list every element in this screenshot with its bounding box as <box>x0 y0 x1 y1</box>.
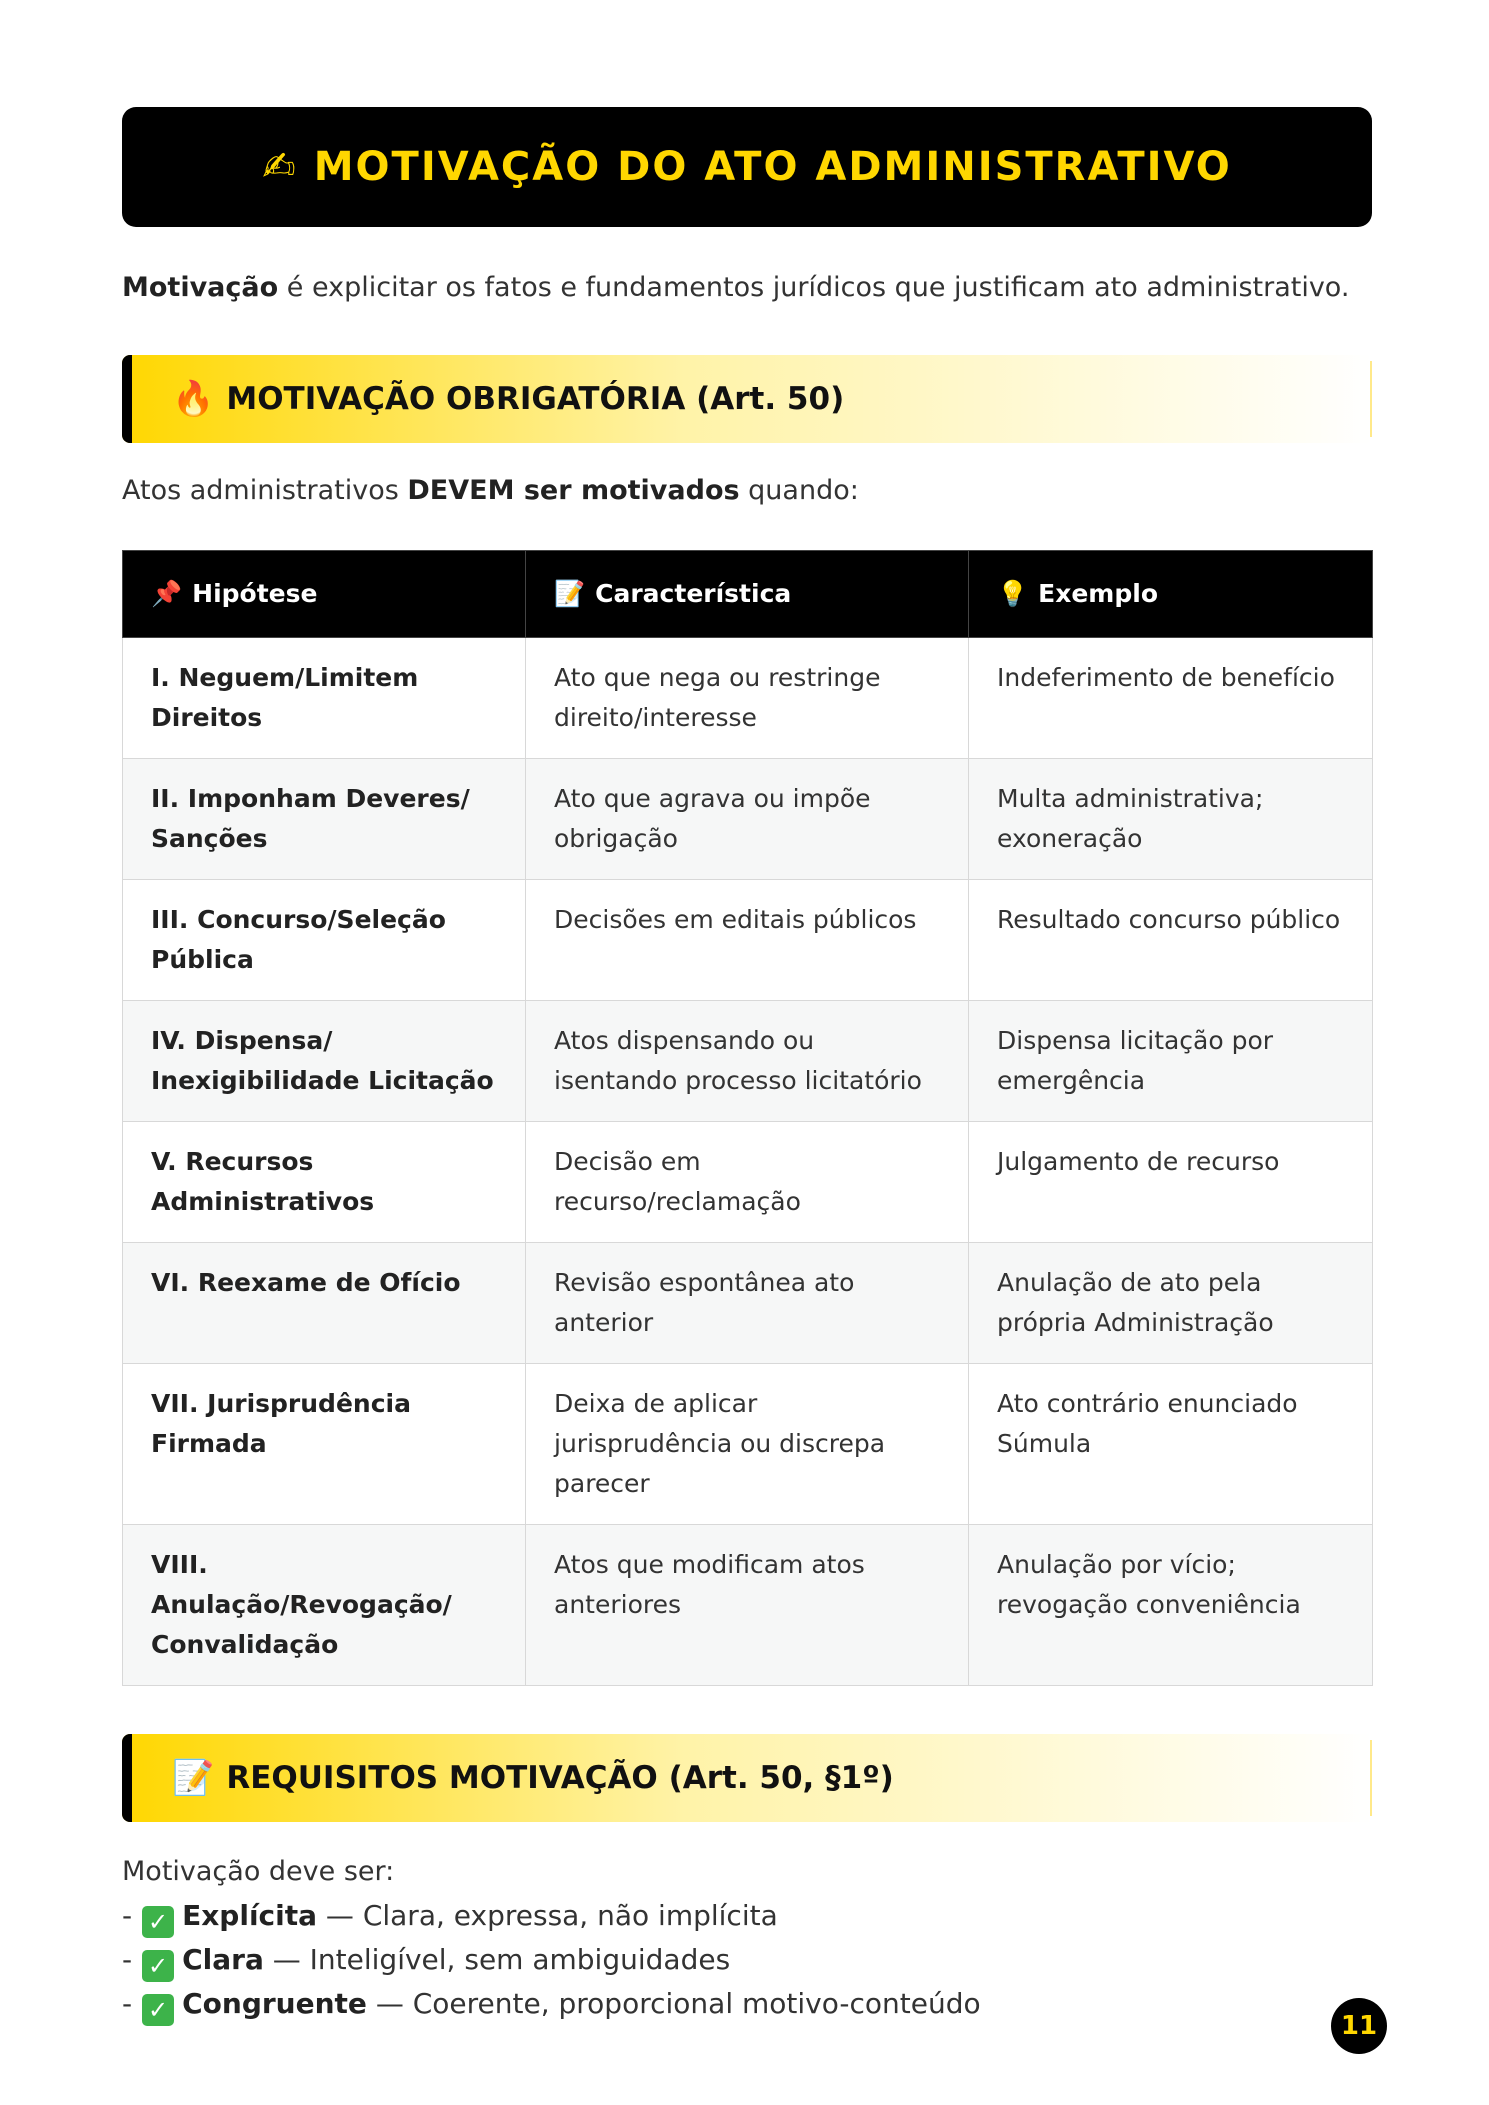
cell-caracteristica: Atos dispensando ou isentando processo licitatório <box>526 1000 969 1121</box>
intro-paragraph <box>122 269 1372 307</box>
cell-exemplo: Indeferimento de benefício <box>969 637 1373 758</box>
requirement-term: Explícita <box>182 1898 318 1932</box>
column-header-caracteristica <box>526 550 969 637</box>
cell-caracteristica: Decisões em editais públicos <box>526 879 969 1000</box>
memo-icon: 📝 <box>172 1757 215 1798</box>
cell-caracteristica: Ato que agrava ou impõe obrigação <box>526 758 969 879</box>
bullet-dash: - <box>122 1942 133 1976</box>
cell-hipotese: VIII. Anulação/Revogação/ Convalidação <box>123 1524 526 1685</box>
section-title-obrigatoria: MOTIVAÇÃO OBRIGATÓRIA (Art. 50) <box>226 380 845 417</box>
bullet-dash: - <box>122 1986 133 2020</box>
pushpin-icon: 📌 <box>151 578 183 608</box>
table-row <box>123 1121 1373 1242</box>
requirement-desc: — Clara, expressa, não implícita <box>317 1898 778 1932</box>
cell-caracteristica: Revisão espontânea ato anterior <box>526 1242 969 1363</box>
requirements-list <box>122 1850 1372 2026</box>
requirement-desc: — Inteligível, sem ambiguidades <box>263 1942 731 1976</box>
column-header-exemplo <box>969 550 1373 637</box>
table-header-row <box>123 550 1373 637</box>
cell-exemplo: Julgamento de recurso <box>969 1121 1373 1242</box>
requirements-intro: Motivação deve ser: <box>122 1855 395 1887</box>
cell-hipotese: IV. Dispensa/ Inexigibilidade Licitação <box>123 1000 526 1121</box>
cell-exemplo: Anulação de ato pela própria Administração <box>969 1242 1373 1363</box>
light-bulb-icon: 💡 <box>997 578 1029 608</box>
column-header-label: Hipótese <box>192 578 318 608</box>
intro-text: é explicitar os fatos e fundamentos jurídicos que justificam ato administrativo. <box>278 272 1350 303</box>
requirement-term: Congruente <box>182 1986 367 2020</box>
cell-hipotese: I. Neguem/Limitem Direitos <box>123 637 526 758</box>
cell-caracteristica: Decisão em recurso/reclamação <box>526 1121 969 1242</box>
table-row <box>123 1242 1373 1363</box>
list-item <box>122 1938 1372 1982</box>
writing-hand-icon: ✍ <box>262 144 296 190</box>
section-lead <box>122 475 1372 506</box>
cell-caracteristica: Ato que nega ou restringe direito/interesse <box>526 637 969 758</box>
column-header-hipotese <box>123 550 526 637</box>
title-banner <box>122 107 1372 227</box>
check-mark-icon: ✓ <box>142 1994 174 2026</box>
table-row <box>123 637 1373 758</box>
cell-hipotese: II. Imponham Deveres/ Sanções <box>123 758 526 879</box>
cell-hipotese: VII. Jurisprudência Firmada <box>123 1363 526 1524</box>
list-item <box>122 1894 1372 1938</box>
check-mark-icon: ✓ <box>142 1950 174 1982</box>
cell-exemplo: Multa administrativa; exoneração <box>969 758 1373 879</box>
cell-hipotese: III. Concurso/Seleção Pública <box>123 879 526 1000</box>
cell-caracteristica: Atos que modificam atos anteriores <box>526 1524 969 1685</box>
table-row <box>123 1000 1373 1121</box>
lead-bold: DEVEM ser motivados <box>407 474 740 506</box>
page-title: MOTIVAÇÃO DO ATO ADMINISTRATIVO <box>313 144 1232 190</box>
check-mark-icon: ✓ <box>142 1906 174 1938</box>
intro-term: Motivação <box>122 272 279 303</box>
cell-exemplo: Ato contrário enunciado Súmula <box>969 1363 1373 1524</box>
cell-caracteristica: Deixa de aplicar jurisprudência ou discrepa parecer <box>526 1363 969 1524</box>
cell-hipotese: VI. Reexame de Ofício <box>123 1242 526 1363</box>
table-row <box>123 758 1373 879</box>
list-item <box>122 1982 1372 2026</box>
fire-icon: 🔥 <box>172 378 215 419</box>
page-number: 11 <box>1331 1998 1387 2054</box>
memo-icon: 📝 <box>554 578 586 608</box>
cell-exemplo: Anulação por vício; revogação conveniência <box>969 1524 1373 1685</box>
requirement-desc: — Coerente, proporcional motivo-conteúdo <box>366 1986 981 2020</box>
column-header-label: Característica <box>595 578 792 608</box>
lead-suffix: quando: <box>739 474 859 506</box>
page-content <box>122 107 1372 2026</box>
table-row <box>123 879 1373 1000</box>
bullet-dash: - <box>122 1898 133 1932</box>
section-title-requisitos: REQUISITOS MOTIVAÇÃO (Art. 50, §1º) <box>226 1759 894 1796</box>
column-header-label: Exemplo <box>1038 578 1158 608</box>
table-row <box>123 1524 1373 1685</box>
cell-exemplo: Resultado concurso público <box>969 879 1373 1000</box>
table-row <box>123 1363 1373 1524</box>
requirement-term: Clara <box>182 1942 264 1976</box>
hypotheses-table <box>122 550 1373 1686</box>
cell-exemplo: Dispensa licitação por emergência <box>969 1000 1373 1121</box>
lead-prefix: Atos administrativos <box>122 474 408 506</box>
section-banner-requisitos <box>122 1734 1372 1822</box>
cell-hipotese: V. Recursos Administrativos <box>123 1121 526 1242</box>
section-banner-obrigatoria <box>122 355 1372 443</box>
